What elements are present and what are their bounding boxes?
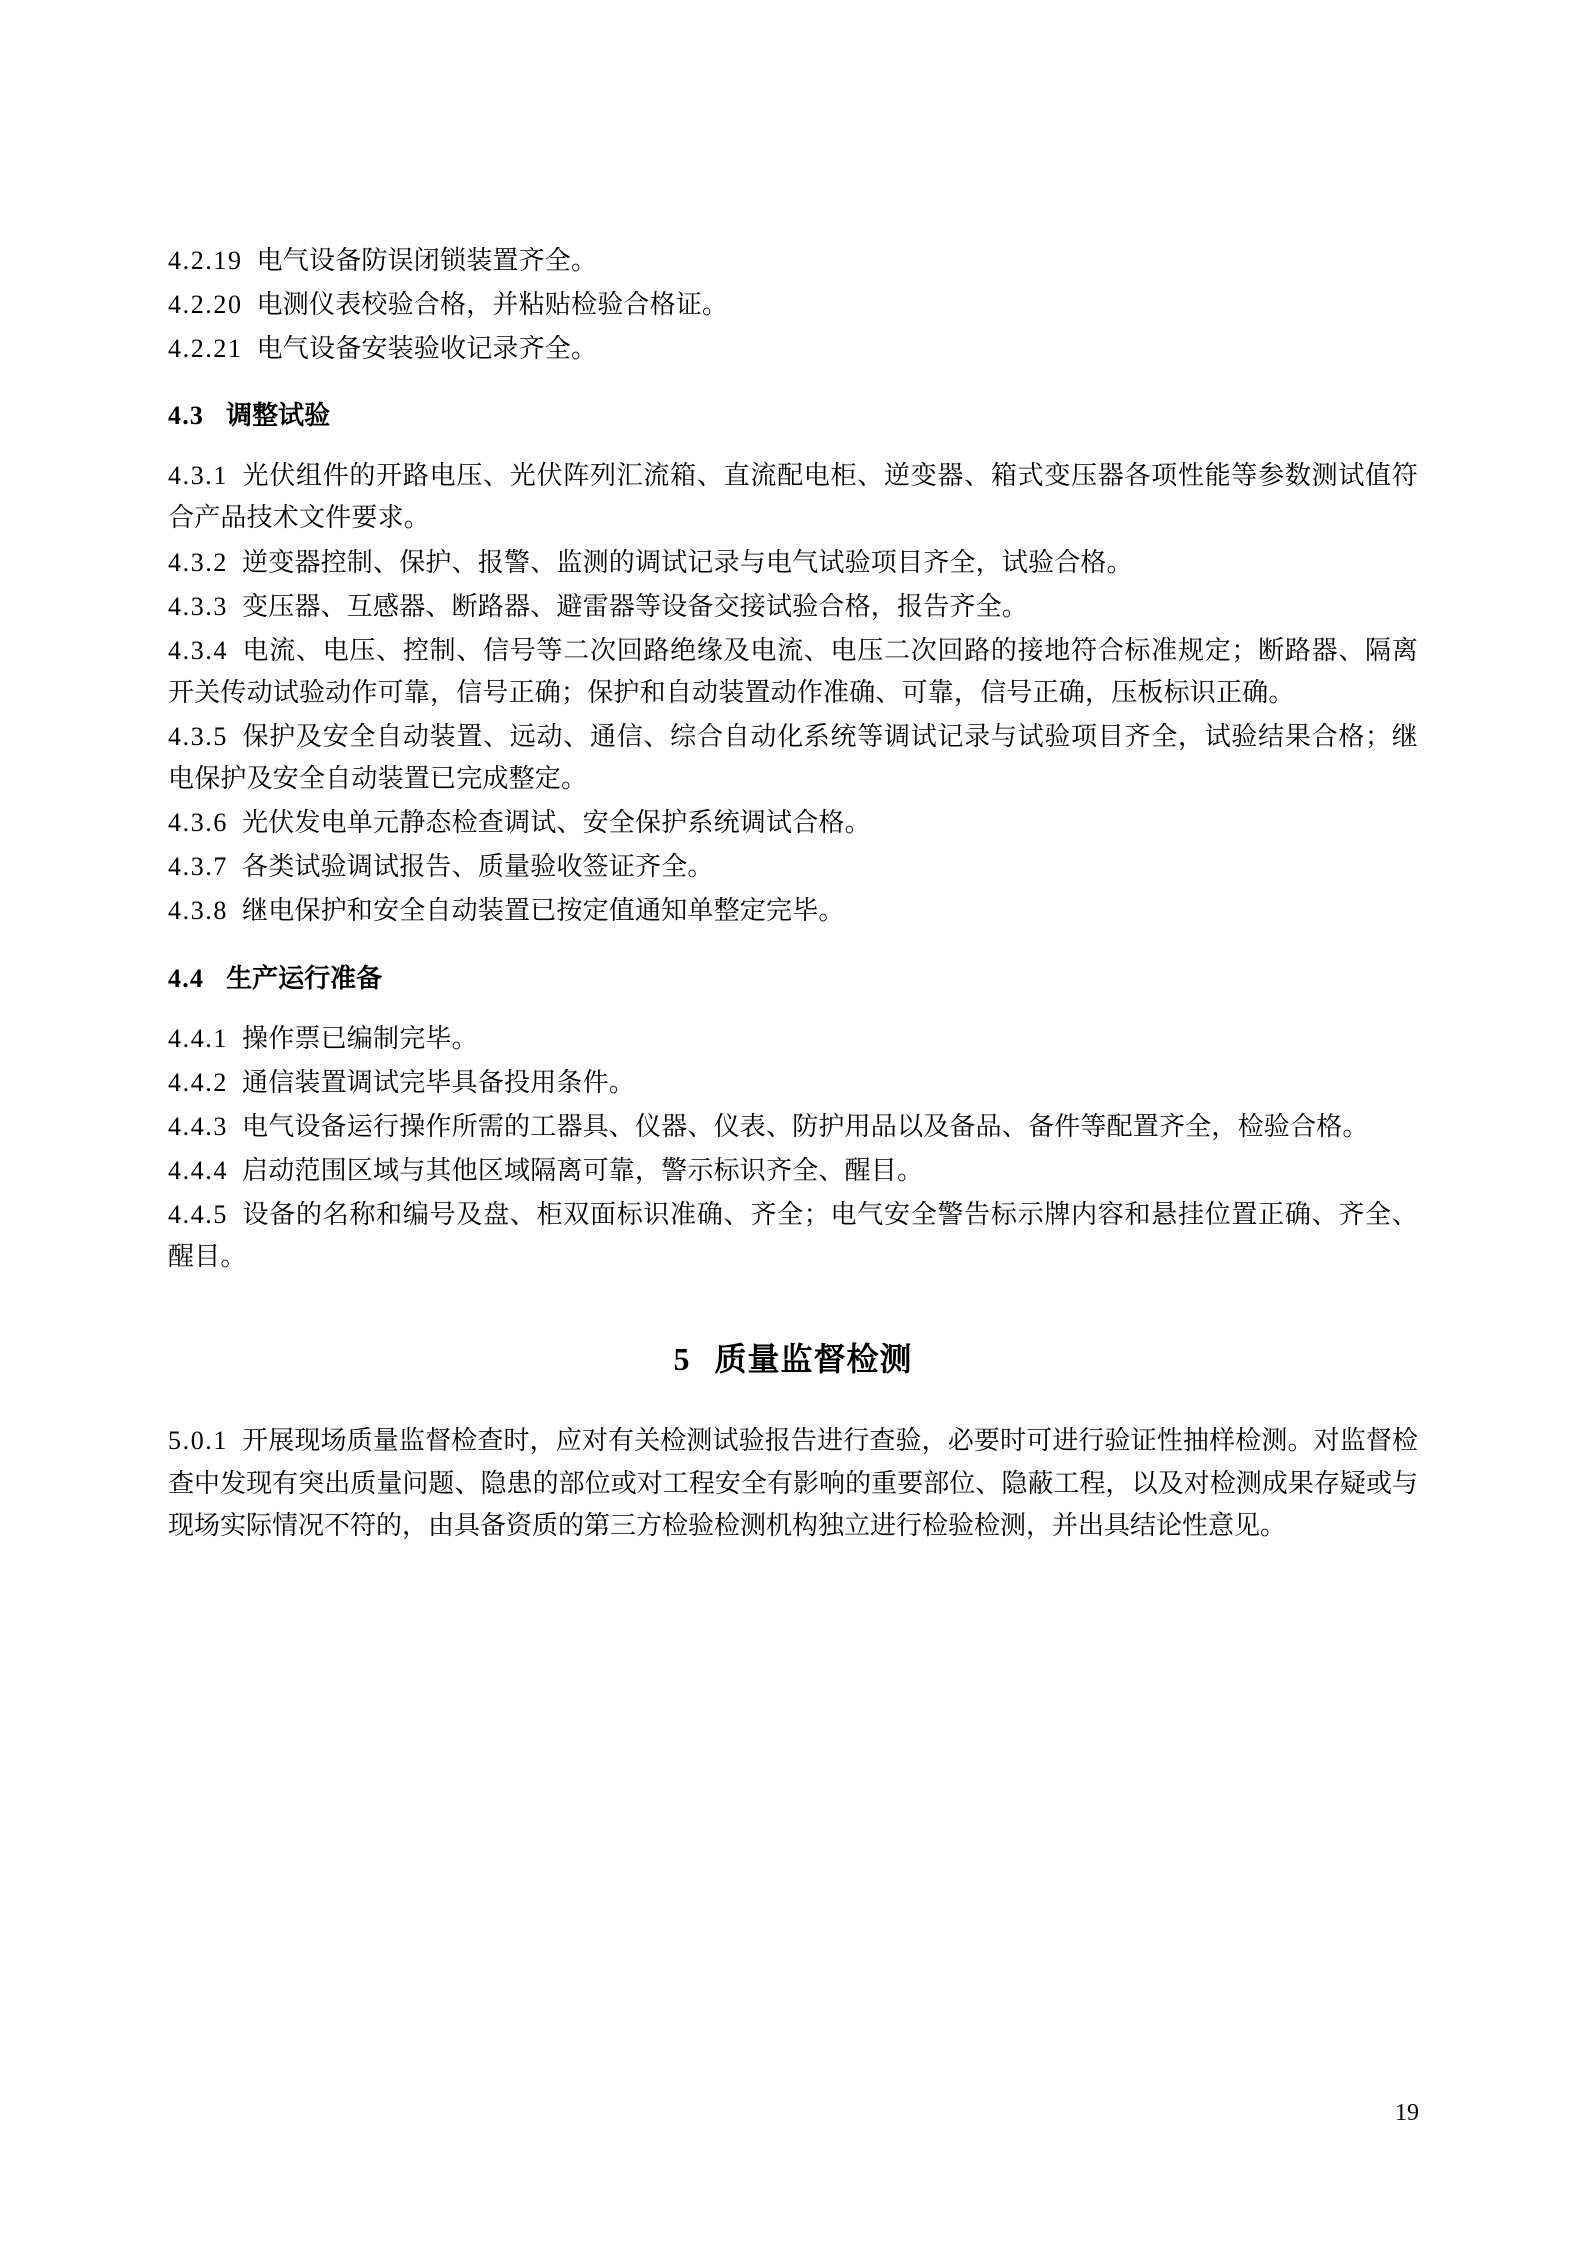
heading-number: 4.4 — [168, 963, 205, 993]
clause-number: 4.3.5 — [168, 721, 228, 751]
clause-4-4-4 — [168, 1150, 1418, 1192]
clause-4-3-5 — [168, 716, 1418, 800]
clause-text: 变压器、互感器、断路器、避雷器等设备交接试验合格，报告齐全。 — [242, 591, 1029, 621]
clause-4-4-3 — [168, 1106, 1418, 1148]
clause-number: 4.2.20 — [168, 290, 243, 320]
clause-text: 电气设备安装验收记录齐全。 — [256, 334, 598, 364]
clause-4-3-6 — [168, 802, 1418, 844]
clause-number: 4.4.2 — [168, 1067, 228, 1097]
clause-number: 4.3.2 — [168, 547, 228, 577]
clause-4-2-19 — [168, 240, 1418, 282]
clause-number: 4.3.3 — [168, 591, 228, 621]
clause-4-4-5 — [168, 1194, 1418, 1278]
chapter-number: 5 — [673, 1341, 691, 1378]
clause-number: 4.4.4 — [168, 1155, 228, 1185]
page-content — [168, 240, 1418, 1548]
clause-number: 5.0.1 — [168, 1426, 228, 1456]
heading-text: 生产运行准备 — [226, 963, 383, 993]
heading-number: 4.3 — [168, 401, 205, 431]
clause-4-3-1 — [168, 455, 1418, 539]
clause-text: 开展现场质量监督检查时，应对有关检测试验报告进行查验，必要时可进行验证性抽样检测。对监督检查中发现有突出质量问题、隐患的部位或对工程安全有影响的重要部位、隐蔽工程，以及对检测成果存疑或与现场实际情况不符的，由具备资质的第三方检验检测机构独立进行检验检测，并出具结论性意见。 — [168, 1426, 1418, 1541]
page-number: 19 — [1395, 2100, 1419, 2126]
clause-number: 4.3.1 — [168, 461, 228, 491]
heading-4-3 — [168, 396, 1418, 435]
clause-number: 4.3.6 — [168, 808, 228, 838]
clause-text: 光伏发电单元静态检查调试、安全保护系统调试合格。 — [242, 808, 871, 838]
heading-4-4 — [168, 959, 1418, 998]
clause-number: 4.4.5 — [168, 1199, 228, 1229]
clause-text: 启动范围区域与其他区域隔离可靠，警示标识齐全、醒目。 — [242, 1155, 924, 1185]
clause-number: 4.2.21 — [168, 334, 243, 364]
clause-4-4-1 — [168, 1018, 1418, 1060]
clause-text: 电流、电压、控制、信号等二次回路绝缘及电流、电压二次回路的接地符合标准规定；断路器、隔离开关传动试验动作可靠，信号正确；保护和自动装置动作准确、可靠，信号正确，压板标识正确。 — [168, 635, 1418, 707]
clause-4-3-2 — [168, 542, 1418, 584]
clause-number: 4.3.4 — [168, 635, 228, 665]
clause-text: 逆变器控制、保护、报警、监测的调试记录与电气试验项目齐全，试验合格。 — [242, 547, 1133, 577]
clause-text: 电气设备运行操作所需的工器具、仪器、仪表、防护用品以及备品、备件等配置齐全，检验合格。 — [242, 1111, 1369, 1141]
clause-4-3-3 — [168, 586, 1418, 628]
clause-text: 继电保护和安全自动装置已按定值通知单整定完毕。 — [242, 896, 845, 926]
clause-text: 光伏组件的开路电压、光伏阵列汇流箱、直流配电柜、逆变器、箱式变压器各项性能等参数测试值符合产品技术文件要求。 — [168, 461, 1418, 533]
clause-text: 电测仪表校验合格，并粘贴检验合格证。 — [256, 290, 729, 320]
clause-number: 4.4.1 — [168, 1023, 228, 1053]
chapter-title-5 — [168, 1334, 1418, 1380]
clause-text: 电气设备防误闭锁装置齐全。 — [256, 246, 598, 275]
clause-text: 各类试验调试报告、质量验收签证齐全。 — [242, 852, 714, 882]
clause-4-3-8 — [168, 890, 1418, 932]
clause-number: 4.3.8 — [168, 896, 228, 926]
clause-5-0-1 — [168, 1420, 1418, 1548]
clause-4-2-20 — [168, 284, 1418, 326]
clause-4-2-21 — [168, 328, 1418, 370]
clause-4-3-4 — [168, 630, 1418, 714]
clause-text: 设备的名称和编号及盘、柜双面标识准确、齐全；电气安全警告标示牌内容和悬挂位置正确、齐全、醒目。 — [168, 1199, 1418, 1272]
clause-4-3-7 — [168, 846, 1418, 888]
clause-text: 操作票已编制完毕。 — [242, 1023, 478, 1053]
clause-text: 通信装置调试完毕具备投用条件。 — [242, 1067, 636, 1097]
clause-number: 4.4.3 — [168, 1111, 228, 1141]
heading-text: 调整试验 — [226, 401, 331, 431]
clause-text: 保护及安全自动装置、远动、通信、综合自动化系统等调试记录与试验项目齐全，试验结果合格；继电保护及安全自动装置已完成整定。 — [168, 721, 1418, 794]
clause-number: 4.2.19 — [168, 246, 243, 275]
chapter-text: 质量监督检测 — [714, 1341, 913, 1378]
clause-number: 4.3.7 — [168, 852, 228, 882]
clause-4-4-2 — [168, 1062, 1418, 1104]
